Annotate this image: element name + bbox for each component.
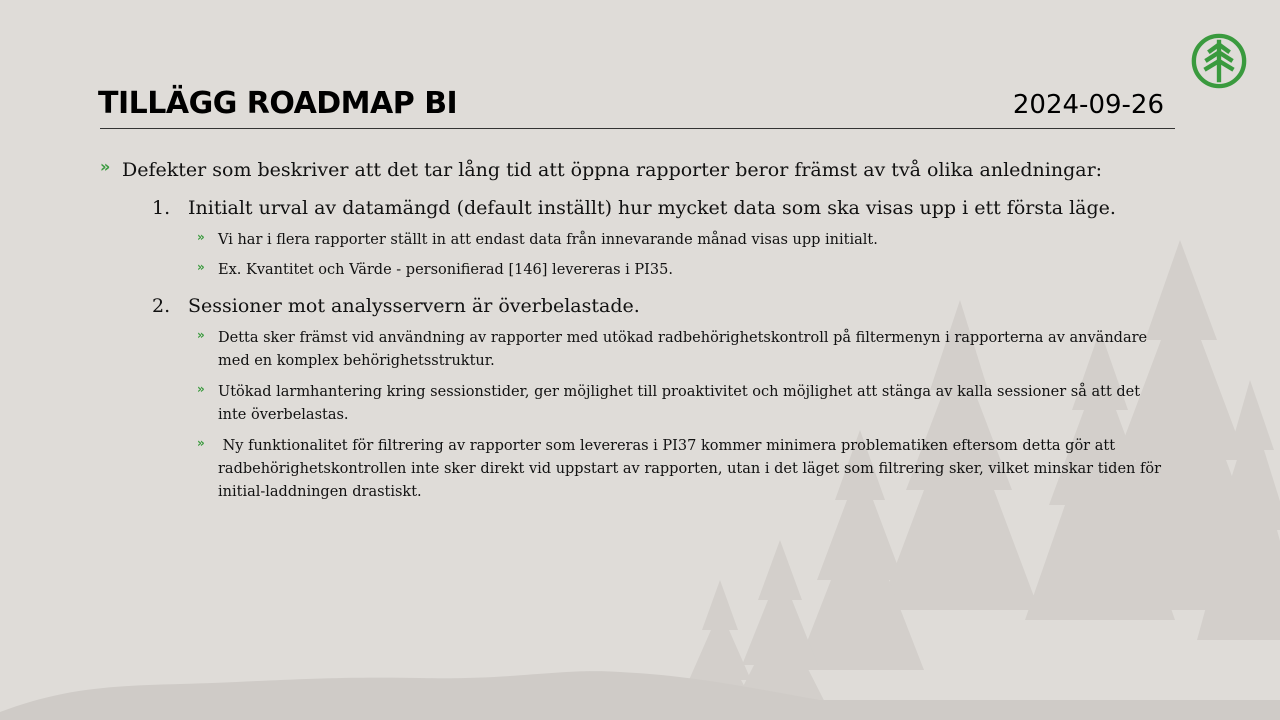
- bullet-icon: »: [100, 157, 111, 176]
- bullet-icon: »: [197, 382, 205, 396]
- date-label: 2024-09-26: [1012, 90, 1164, 120]
- sub-item-text: Ny funktionalitet för filtrering av rapporter som levereras i PI37 kommer minimera problematiken eftersom detta gör att radbehörighetskontrollen inte sker direkt vid uppstart av rapporten, utan i det läget som filtrering sker, vilket minskar tiden för initial-laddningen drastiskt.: [218, 438, 1166, 500]
- bullet-icon: »: [197, 436, 205, 450]
- intro-text: Defekter som beskriver att det tar lång tid att öppna rapporter beror främst av två olika anledningar:: [122, 159, 1103, 181]
- bullet-icon: »: [197, 230, 205, 244]
- list-number: 2.: [152, 295, 171, 317]
- sub-item-text: Ex. Kvantitet och Värde - personifierad [146] levereras i PI35.: [218, 262, 673, 278]
- title-divider: [100, 128, 1175, 129]
- sub-item-text: Detta sker främst vid användning av rapporter med utökad radbehörighetskontroll på filtermenyn i rapporterna av användare med en komplex behörighetsstruktur.: [218, 330, 1148, 369]
- list-item-text: Initialt urval av datamängd (default inställt) hur mycket data som ska visas upp i ett första läge.: [188, 197, 1116, 219]
- list-item-text: Sessioner mot analysservern är överbelastade.: [188, 295, 640, 317]
- list-number: 1.: [152, 197, 171, 219]
- tree-logo-icon: [1190, 32, 1248, 90]
- bullet-icon: »: [197, 328, 205, 342]
- sub-item-text: Utökad larmhantering kring sessionstider, ger möjlighet till proaktivitet och möjlighet att stänga av kalla sessioner så att det inte överbelastas.: [218, 384, 1141, 423]
- page-title: TILLÄGG ROADMAP BI: [98, 86, 458, 121]
- bullet-icon: »: [197, 260, 205, 274]
- sub-item-text: Vi har i flera rapporter ställt in att endast data från innevarande månad visas upp initialt.: [218, 232, 878, 248]
